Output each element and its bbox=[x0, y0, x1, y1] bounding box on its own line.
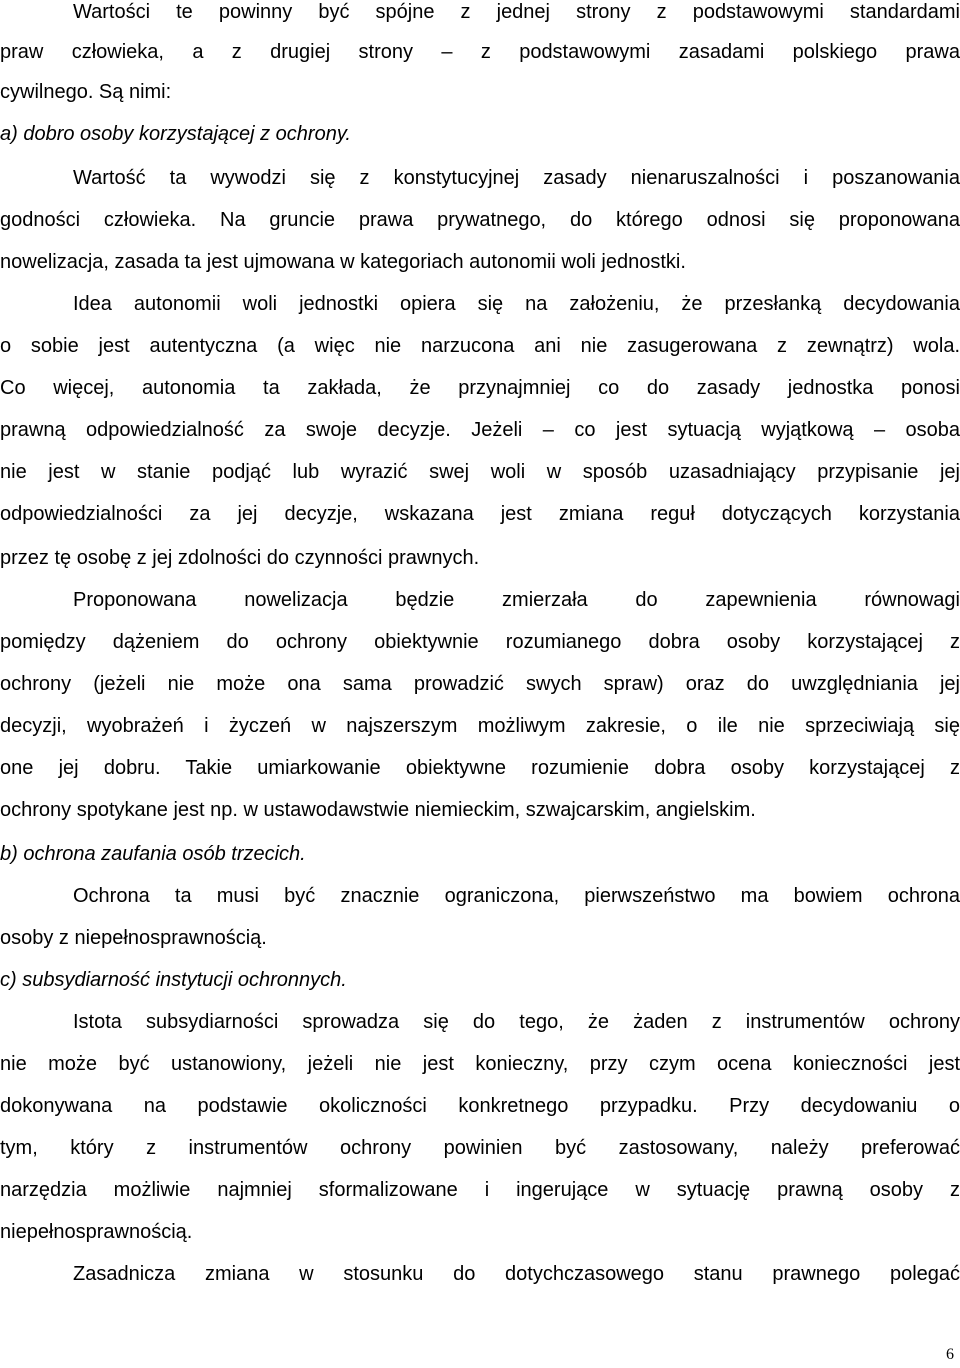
text-line: Ochrona ta musi być znacznie ograniczona, pierwszeństwo ma bowiem ochrona bbox=[73, 885, 960, 907]
text-line: nie może być ustanowiony, jeżeli nie jest konieczny, przy czym ocena konieczności jest bbox=[0, 1053, 960, 1075]
text-line: osoby z niepełnosprawnością. bbox=[0, 927, 267, 949]
text-line: przez tę osobę z jej zdolności do czynności prawnych. bbox=[0, 547, 480, 569]
section-heading: b) ochrona zaufania osób trzecich. bbox=[0, 843, 306, 865]
text-line: decyzji, wyobrażeń i życzeń w najszerszym możliwym zakresie, o ile nie sprzeciwiają się bbox=[0, 715, 960, 737]
section-heading: c) subsydiarność instytucji ochronnych. bbox=[0, 969, 347, 991]
text-line: nie jest w stanie podjąć lub wyrazić swej woli w sposób uzasadniający przypisanie jej bbox=[0, 461, 960, 483]
text-line: Istota subsydiarności sprowadza się do tego, że żaden z instrumentów ochrony bbox=[73, 1011, 960, 1033]
page-number: 6 bbox=[946, 1346, 954, 1363]
text-line: o sobie jest autentyczna (a więc nie narzucona ani nie zasugerowana z zewnątrz) wola. bbox=[0, 335, 960, 357]
text-line: cywilnego. Są nimi: bbox=[0, 81, 172, 103]
text-line: godności człowieka. Na gruncie prawa prywatnego, do którego odnosi się proponowana bbox=[0, 209, 960, 231]
text-line: praw człowieka, a z drugiej strony – z podstawowymi zasadami polskiego prawa bbox=[0, 41, 960, 63]
text-line: Wartość ta wywodzi się z konstytucyjnej zasady nienaruszalności i poszanowania bbox=[73, 167, 960, 189]
text-line: pomiędzy dążeniem do ochrony obiektywnie rozumianego dobra osoby korzystającej z bbox=[0, 631, 960, 653]
text-line: narzędzia możliwie najmniej sformalizowane i ingerujące w sytuację prawną osoby z bbox=[0, 1179, 960, 1201]
text-line: Proponowana nowelizacja będzie zmierzała do zapewnienia równowagi bbox=[73, 589, 960, 611]
text-line: ochrony spotykane jest np. w ustawodawstwie niemieckim, szwajcarskim, angielskim. bbox=[0, 799, 756, 821]
text-line: odpowiedzialności za jej decyzje, wskazana jest zmiana reguł dotyczących korzystania bbox=[0, 503, 960, 525]
text-line: Co więcej, autonomia ta zakłada, że przynajmniej co do zasady jednostka ponosi bbox=[0, 377, 960, 399]
text-line: one jej dobru. Takie umiarkowanie obiektywne rozumienie dobra osoby korzystającej z bbox=[0, 757, 960, 779]
text-line: dokonywana na podstawie okoliczności konkretnego przypadku. Przy decydowaniu o bbox=[0, 1095, 960, 1117]
text-line: nowelizacja, zasada ta jest ujmowana w kategoriach autonomii woli jednostki. bbox=[0, 251, 686, 273]
text-line: niepełnosprawnością. bbox=[0, 1221, 193, 1243]
text-line: ochrony (jeżeli nie może ona sama prowadzić swych spraw) oraz do uwzględniania jej bbox=[0, 673, 960, 695]
text-line: tym, który z instrumentów ochrony powinien być zastosowany, należy preferować bbox=[0, 1137, 960, 1159]
section-heading: a) dobro osoby korzystającej z ochrony. bbox=[0, 123, 351, 145]
text-line: Zasadnicza zmiana w stosunku do dotychczasowego stanu prawnego polegać bbox=[73, 1263, 960, 1285]
text-line: prawną odpowiedzialność za swoje decyzje. Jeżeli – co jest sytuacją wyjątkową – osoba bbox=[0, 419, 960, 441]
text-line: Idea autonomii woli jednostki opiera się na założeniu, że przesłanką decydowania bbox=[73, 293, 960, 315]
text-line: Wartości te powinny być spójne z jednej strony z podstawowymi standardami bbox=[73, 1, 960, 23]
